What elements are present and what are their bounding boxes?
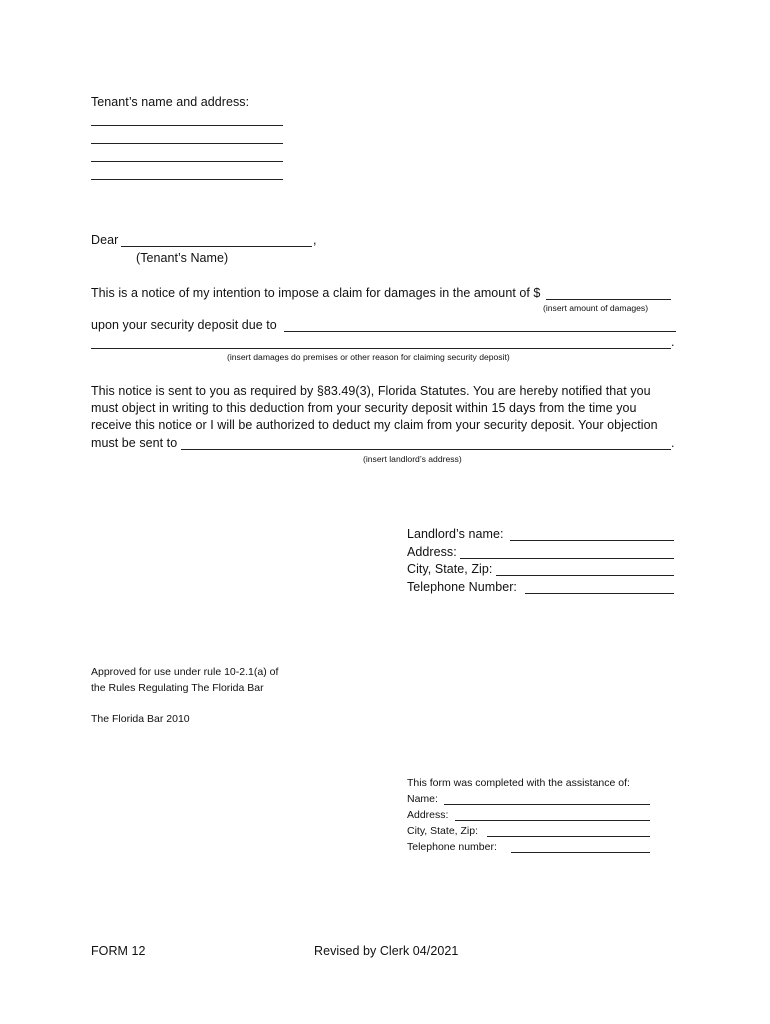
- assistance-phone-field[interactable]: [511, 852, 650, 853]
- revision-note: Revised by Clerk 04/2021: [314, 944, 459, 958]
- tenant-address-line-3[interactable]: [91, 161, 283, 162]
- assistance-address-label: Address:: [407, 809, 449, 821]
- damages-amount-caption: (insert amount of damages): [543, 303, 649, 313]
- tenant-name-caption: (Tenant’s Name): [136, 251, 229, 265]
- approval-line-2: the Rules Regulating The Florida Bar: [91, 682, 264, 694]
- landlord-city-field[interactable]: [496, 575, 674, 576]
- landlord-address-label: Address:: [407, 545, 457, 559]
- approval-line-1: Approved for use under rule 10-2.1(a) of: [91, 666, 279, 678]
- notice-line-2: must object in writing to this deduction from your security deposit within 15 days from the time you: [91, 401, 637, 415]
- assistance-name-label: Name:: [407, 793, 438, 805]
- tenant-address-line-1[interactable]: [91, 125, 283, 126]
- assistance-title: This form was completed with the assistance of:: [407, 777, 630, 789]
- notice-line-1: This notice is sent to you as required by §83.49(3), Florida Statutes. You are hereby notified that you: [91, 384, 651, 398]
- landlord-address-field[interactable]: [181, 449, 671, 450]
- form-number: FORM 12: [91, 944, 146, 958]
- notice-period: .: [671, 436, 675, 450]
- landlord-name-field[interactable]: [510, 540, 674, 541]
- landlord-city-label: City, State, Zip:: [407, 562, 493, 576]
- florida-bar-copyright: The Florida Bar 2010: [91, 713, 190, 725]
- claim-intro-text: This is a notice of my intention to impose a claim for damages in the amount of $: [91, 286, 541, 300]
- landlord-name-label: Landlord’s name:: [407, 527, 504, 541]
- landlord-phone-label: Telephone Number:: [407, 580, 517, 594]
- dear-comma: ,: [313, 233, 317, 247]
- tenant-address-line-2[interactable]: [91, 143, 283, 144]
- assistance-name-field[interactable]: [444, 804, 650, 805]
- tenant-address-line-4[interactable]: [91, 179, 283, 180]
- damages-reason-caption: (insert damages do premises or other reason for claiming security deposit): [227, 352, 510, 362]
- notice-line-3: receive this notice or I will be authorized to deduct my claim from your security deposit. Your objection: [91, 418, 658, 432]
- assistance-phone-label: Telephone number:: [407, 841, 497, 853]
- assistance-city-label: City, State, Zip:: [407, 825, 478, 837]
- landlord-street-field[interactable]: [460, 558, 674, 559]
- landlord-phone-field[interactable]: [525, 593, 674, 594]
- dear-label: Dear: [91, 233, 119, 247]
- damages-amount-field[interactable]: [546, 299, 671, 300]
- tenant-name-field[interactable]: [121, 246, 312, 247]
- landlord-address-caption: (insert landlord’s address): [363, 454, 462, 464]
- damages-reason-field-1[interactable]: [284, 331, 676, 332]
- assistance-city-field[interactable]: [487, 836, 650, 837]
- tenant-address-label: Tenant’s name and address:: [91, 95, 250, 109]
- deposit-prefix-text: upon your security deposit due to: [91, 318, 277, 332]
- reason-period: .: [671, 335, 675, 349]
- notice-line-4: must be sent to: [91, 436, 178, 450]
- assistance-address-field[interactable]: [455, 820, 650, 821]
- damages-reason-field-2[interactable]: [91, 348, 671, 349]
